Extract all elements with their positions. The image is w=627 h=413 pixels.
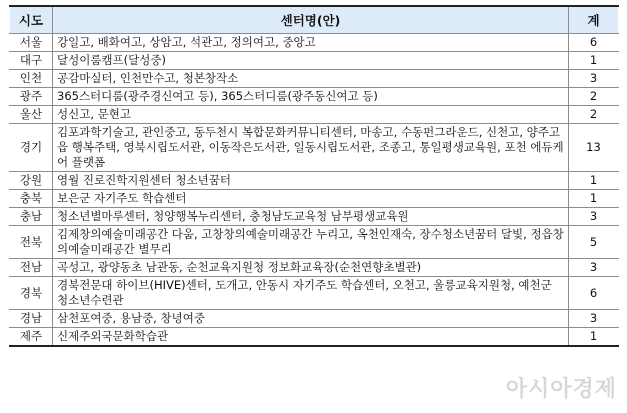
center-name-cell: 성신고, 문현고: [53, 106, 569, 124]
table-row: [10, 277, 619, 310]
table-row: [10, 259, 619, 277]
center-name-cell: 청소년별마루센터, 청양행복누리센터, 충청남도교육청 남부평생교육원: [53, 208, 569, 226]
center-name-cell: 김포과학기술고, 관인중고, 동두천시 복합문화커뮤니티센터, 마송고, 수동펀그라운드, 신천고, 양주고읍 행복주택, 영북시립도서관, 이동작은도서관, 일동시립도서관, 조종고, 통일평생교육원, 포천 에듀케어 플랫폼: [53, 124, 569, 172]
center-name-cell: 경북전문대 하이브(HIVE)센터, 도개고, 안동시 자기주도 학습센터, 오천고, 울릉교육지원청, 예천군 청소년수련관: [53, 277, 569, 310]
region-cell: 광주: [10, 88, 53, 106]
count-cell: 2: [569, 88, 619, 106]
header-center-name: 센터명(안): [53, 6, 569, 34]
table-row: [10, 70, 619, 88]
count-cell: 6: [569, 277, 619, 310]
table-row: [10, 52, 619, 70]
center-name-cell: 영월 진로진학지원센터 청소년꿈터: [53, 172, 569, 190]
table-row: [10, 172, 619, 190]
table-row: [10, 310, 619, 328]
center-table-container: [9, 5, 618, 347]
center-name-cell: 곡성고, 광양동초 남관동, 순천교육지원청 정보화교육장(순천연향초별관): [53, 259, 569, 277]
table-header-row: [10, 6, 619, 34]
count-cell: 6: [569, 34, 619, 52]
center-name-cell: 강일고, 배화여고, 상암고, 석관고, 정의여고, 중앙고: [53, 34, 569, 52]
center-name-cell: 보은군 자기주도 학습센터: [53, 190, 569, 208]
count-cell: 1: [569, 172, 619, 190]
center-name-cell: 삼천포여중, 용남중, 창녕여중: [53, 310, 569, 328]
center-name-cell: 신제주외국문화학습관: [53, 328, 569, 347]
header-count: 계: [569, 6, 619, 34]
table-row: [10, 226, 619, 259]
center-name-cell: 김제창의예술미래공간 다움, 고창창의예술미래공간 누리고, 옥천인재숙, 장수청소년꿈터 달빛, 정읍창의예술미래공간 별무리: [53, 226, 569, 259]
region-cell: 서울: [10, 34, 53, 52]
region-cell: 충남: [10, 208, 53, 226]
center-table: [9, 5, 619, 347]
table-row: [10, 208, 619, 226]
table-row: [10, 34, 619, 52]
count-cell: 1: [569, 328, 619, 347]
table-row: [10, 190, 619, 208]
count-cell: 1: [569, 190, 619, 208]
center-name-cell: 365스터디룸(광주경신여고 등), 365스터디룸(광주동신여고 등): [53, 88, 569, 106]
table-row: [10, 328, 619, 347]
center-name-cell: 공감마실터, 인천만수고, 청본창작소: [53, 70, 569, 88]
region-cell: 대구: [10, 52, 53, 70]
region-cell: 강원: [10, 172, 53, 190]
region-cell: 인천: [10, 70, 53, 88]
table-row: [10, 124, 619, 172]
count-cell: 3: [569, 70, 619, 88]
count-cell: 1: [569, 52, 619, 70]
count-cell: 13: [569, 124, 619, 172]
region-cell: 제주: [10, 328, 53, 347]
region-cell: 충북: [10, 190, 53, 208]
count-cell: 3: [569, 208, 619, 226]
region-cell: 전북: [10, 226, 53, 259]
center-name-cell: 달성이룸캠프(달성중): [53, 52, 569, 70]
region-cell: 경북: [10, 277, 53, 310]
table-row: [10, 106, 619, 124]
count-cell: 3: [569, 259, 619, 277]
region-cell: 전남: [10, 259, 53, 277]
watermark-logo: 아시아경제: [505, 377, 617, 402]
region-cell: 울산: [10, 106, 53, 124]
region-cell: 경기: [10, 124, 53, 172]
header-region: 시도: [10, 6, 53, 34]
count-cell: 3: [569, 310, 619, 328]
table-row: [10, 88, 619, 106]
count-cell: 2: [569, 106, 619, 124]
region-cell: 경남: [10, 310, 53, 328]
count-cell: 5: [569, 226, 619, 259]
